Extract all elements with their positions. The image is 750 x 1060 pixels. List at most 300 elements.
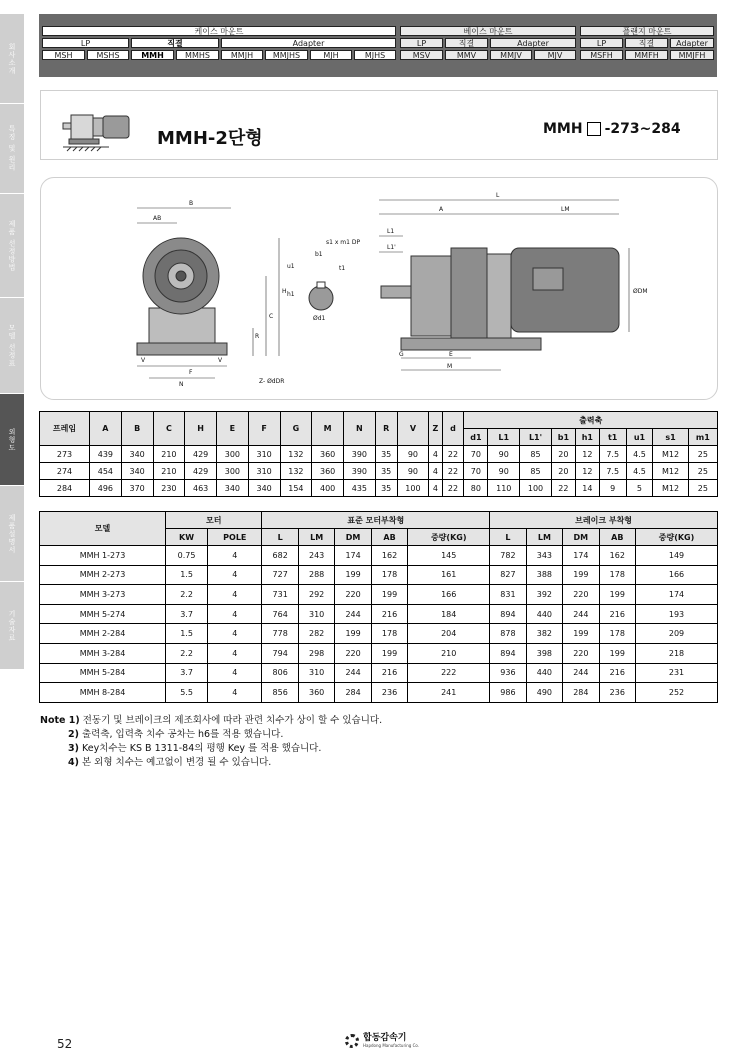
- page-title: MMH-2단형: [157, 128, 263, 149]
- table-cell: 199: [335, 565, 371, 585]
- nav-model-mshs[interactable]: MSHS: [87, 50, 129, 60]
- col-header: R: [375, 412, 397, 446]
- table-cell: 162: [371, 546, 407, 566]
- col-header: 중량(KG): [636, 529, 718, 546]
- table-cell: 35: [375, 480, 397, 497]
- table-cell: 199: [335, 624, 371, 644]
- table-cell: 490: [526, 683, 562, 703]
- col-header: POLE: [208, 529, 262, 546]
- note-number: 4): [68, 757, 79, 768]
- table-cell: 244: [563, 663, 599, 683]
- side-tab-label: 회사소개: [8, 42, 16, 75]
- table-cell: 388: [526, 565, 562, 585]
- dim-label-L1: L1: [387, 228, 395, 235]
- col-header: A: [90, 412, 122, 446]
- table-cell: 398: [526, 643, 562, 663]
- table-cell: 199: [371, 643, 407, 663]
- front-view-drawing: [137, 200, 287, 388]
- nav-flange-adapter[interactable]: Adapter: [670, 38, 714, 48]
- table-cell: 496: [90, 480, 122, 497]
- table-cell: 4: [208, 663, 262, 683]
- table-cell: 110: [488, 480, 520, 497]
- nav-lp[interactable]: LP: [42, 38, 129, 48]
- table-cell: 831: [490, 585, 526, 605]
- key-detail-drawing: [287, 239, 360, 322]
- dimension-drawing: [41, 178, 719, 401]
- table-cell: 236: [371, 683, 407, 703]
- dim-label-V-right: V: [218, 357, 223, 364]
- table-cell: 218: [636, 643, 718, 663]
- table-cell: 236: [599, 683, 635, 703]
- table-cell: 300: [217, 463, 249, 480]
- table-cell: 894: [490, 643, 526, 663]
- col-header: KW: [166, 529, 208, 546]
- col-header: G: [280, 412, 312, 446]
- table-cell: 284: [335, 683, 371, 703]
- side-view-drawing: [379, 192, 648, 370]
- nav-flange-lp[interactable]: LP: [580, 38, 623, 48]
- nav-model-mjhs[interactable]: MJHS: [354, 50, 396, 60]
- col-header: Z: [429, 412, 442, 446]
- table-cell: 174: [335, 546, 371, 566]
- table-cell: 454: [90, 463, 122, 480]
- row-label-cell: MMH 8-284: [40, 683, 166, 703]
- table-cell: 7.5: [599, 446, 626, 463]
- side-tab-company[interactable]: [0, 14, 24, 104]
- col-header: L1: [488, 429, 520, 446]
- table-cell: 178: [599, 565, 635, 585]
- table-cell: 440: [526, 663, 562, 683]
- std-motor-header: 표준 모터부착형: [262, 512, 490, 529]
- table-cell: 782: [490, 546, 526, 566]
- col-header: 프레임: [40, 412, 90, 446]
- table-cell: 4: [208, 604, 262, 624]
- col-header: AB: [371, 529, 407, 546]
- col-header: 중량(KG): [408, 529, 490, 546]
- dim-label-s1m1: s1 x m1 DP: [326, 239, 361, 246]
- note-number: 2): [68, 729, 79, 740]
- table-cell: 244: [335, 604, 371, 624]
- table-cell: 9: [599, 480, 626, 497]
- nav-model-mmjh[interactable]: MMJH: [221, 50, 263, 60]
- model-table-body: [40, 546, 718, 703]
- note-text: 출력축, 입력축 치수 공차는 h6를 적용 했습니다.: [78, 729, 284, 740]
- note-number: 3): [68, 743, 79, 754]
- table-cell: 100: [520, 480, 552, 497]
- table-cell: 827: [490, 565, 526, 585]
- dim-label-V-left: V: [141, 357, 146, 364]
- table-cell: 4: [429, 446, 442, 463]
- table-cell: 682: [262, 546, 298, 566]
- model-row: [40, 624, 718, 644]
- frame-row: [40, 446, 718, 463]
- nav-model-mjv[interactable]: MJV: [534, 50, 576, 60]
- side-tab-label: 외형도: [8, 427, 16, 452]
- table-cell: 178: [371, 624, 407, 644]
- logo-subtitle: Hapdong Manufacturing Co.: [363, 1043, 420, 1048]
- product-title-box: [40, 90, 718, 160]
- col-header: L: [262, 529, 298, 546]
- side-tab-technical[interactable]: [0, 582, 24, 670]
- col-header: b1: [551, 429, 575, 446]
- col-header: d1: [464, 429, 488, 446]
- table-cell: 35: [375, 463, 397, 480]
- table-cell: 4: [208, 683, 262, 703]
- dim-label-A: A: [439, 206, 444, 213]
- table-cell: 310: [248, 463, 280, 480]
- note-text: Key치수는 KS B 1311-84의 평행 Key 를 적용 했습니다.: [78, 743, 322, 754]
- table-cell: 340: [121, 463, 153, 480]
- col-header: m1: [688, 429, 717, 446]
- table-cell: 390: [344, 446, 376, 463]
- col-header: u1: [626, 429, 653, 446]
- table-cell: 778: [262, 624, 298, 644]
- dim-label-G: G: [399, 351, 404, 358]
- row-label-cell: MMH 2-284: [40, 624, 166, 644]
- col-header: M: [312, 412, 344, 446]
- table-cell: 429: [185, 463, 217, 480]
- side-tab-features[interactable]: [0, 104, 24, 194]
- table-cell: 4: [208, 565, 262, 585]
- table-cell: 5.5: [166, 683, 208, 703]
- dim-label-h1: h1: [287, 291, 295, 298]
- table-cell: 220: [563, 643, 599, 663]
- model-row: [40, 565, 718, 585]
- dim-label-H: H: [282, 288, 287, 295]
- table-cell: 4: [208, 643, 262, 663]
- brake-header: 브레이크 부착형: [490, 512, 718, 529]
- table-cell: 210: [153, 463, 185, 480]
- table-cell: 178: [371, 565, 407, 585]
- table-cell: 25: [688, 480, 717, 497]
- col-header: DM: [335, 529, 371, 546]
- table-cell: 244: [563, 604, 599, 624]
- dim-label-u1: u1: [287, 263, 295, 270]
- nav-model-mmjfh[interactable]: MMJFH: [670, 50, 714, 60]
- table-cell: 764: [262, 604, 298, 624]
- table-cell: 199: [563, 624, 599, 644]
- dim-label-AB: AB: [153, 215, 162, 222]
- table-cell: 878: [490, 624, 526, 644]
- table-cell: 310: [298, 604, 334, 624]
- table-cell: 4.5: [626, 463, 653, 480]
- row-label-cell: MMH 5-284: [40, 663, 166, 683]
- dim-label-L: L: [496, 192, 500, 199]
- table-cell: M12: [653, 446, 688, 463]
- logo-name: 합동감속기: [363, 1033, 407, 1043]
- dim-label-C: C: [269, 313, 274, 320]
- table-cell: 241: [408, 683, 490, 703]
- row-label-cell: MMH 5-274: [40, 604, 166, 624]
- table-cell: 986: [490, 683, 526, 703]
- table-cell: 216: [599, 604, 635, 624]
- col-header: LM: [298, 529, 334, 546]
- model-row: [40, 585, 718, 605]
- dim-label-Z: Z- ØdDR: [259, 378, 285, 385]
- dim-label-E: E: [449, 351, 453, 358]
- table-cell: M12: [653, 463, 688, 480]
- nav-model-mmh[interactable]: MMH: [131, 50, 174, 60]
- motor-header: 모터: [166, 512, 262, 529]
- row-label-cell: 273: [40, 446, 90, 463]
- row-label-cell: 274: [40, 463, 90, 480]
- table-cell: 161: [408, 565, 490, 585]
- table-cell: 145: [408, 546, 490, 566]
- dim-label-d1: Ød1: [313, 315, 326, 322]
- table-cell: 216: [371, 604, 407, 624]
- table-cell: 4: [208, 624, 262, 644]
- table-cell: 210: [153, 446, 185, 463]
- note-1: [40, 714, 382, 728]
- table-cell: 178: [599, 624, 635, 644]
- table-cell: 794: [262, 643, 298, 663]
- table-cell: 2.2: [166, 643, 208, 663]
- table-cell: 370: [121, 480, 153, 497]
- output-shaft-header: 출력축: [464, 412, 718, 429]
- nav-base-adapter[interactable]: Adapter: [490, 38, 576, 48]
- frame-table-body: [40, 446, 718, 497]
- table-cell: 210: [408, 643, 490, 663]
- table-cell: 222: [408, 663, 490, 683]
- table-cell: 216: [371, 663, 407, 683]
- table-cell: 70: [464, 463, 488, 480]
- nav-adapter[interactable]: Adapter: [221, 38, 396, 48]
- table-cell: 1.5: [166, 624, 208, 644]
- mount-type-nav: [39, 14, 717, 77]
- nav-model-mmjv[interactable]: MMJV: [490, 50, 532, 60]
- side-tab-label: 모델 선정표: [8, 323, 16, 368]
- frame-row: [40, 480, 718, 497]
- table-cell: 7.5: [599, 463, 626, 480]
- col-header: LM: [526, 529, 562, 546]
- table-cell: 12: [575, 463, 599, 480]
- table-cell: 132: [280, 446, 312, 463]
- dim-label-t1: t1: [339, 265, 346, 272]
- table-cell: 149: [636, 546, 718, 566]
- col-header: N: [344, 412, 376, 446]
- table-cell: 5: [626, 480, 653, 497]
- col-header: H: [185, 412, 217, 446]
- table-cell: 204: [408, 624, 490, 644]
- nav-case-mount[interactable]: 케이스 마운트: [42, 26, 396, 36]
- side-tab-label: 제품 선정방법: [8, 219, 16, 272]
- table-cell: 4: [208, 546, 262, 566]
- model-row: [40, 643, 718, 663]
- dim-label-N: N: [179, 381, 184, 388]
- table-cell: 85: [520, 446, 552, 463]
- table-cell: 35: [375, 446, 397, 463]
- table-cell: 288: [298, 565, 334, 585]
- table-cell: 382: [526, 624, 562, 644]
- table-cell: 22: [551, 480, 575, 497]
- nav-flange-direct[interactable]: 직결: [625, 38, 668, 48]
- dim-label-b1: b1: [315, 251, 323, 258]
- table-cell: 390: [344, 463, 376, 480]
- table-cell: 360: [312, 446, 344, 463]
- model-row: [40, 663, 718, 683]
- table-cell: 392: [526, 585, 562, 605]
- table-cell: 298: [298, 643, 334, 663]
- table-cell: 220: [335, 643, 371, 663]
- nav-base-direct[interactable]: 직결: [445, 38, 488, 48]
- model-dimension-table: [39, 511, 718, 703]
- table-cell: 90: [397, 463, 429, 480]
- table-cell: 100: [397, 480, 429, 497]
- nav-flange-mount[interactable]: 플랜지 마운트: [580, 26, 714, 36]
- table-cell: 360: [298, 683, 334, 703]
- nav-model-mmjhs[interactable]: MMJHS: [265, 50, 308, 60]
- table-cell: 85: [520, 463, 552, 480]
- nav-model-msv[interactable]: MSV: [400, 50, 443, 60]
- table-cell: 80: [464, 480, 488, 497]
- col-header: C: [153, 412, 185, 446]
- col-header: F: [248, 412, 280, 446]
- table-cell: 0.75: [166, 546, 208, 566]
- col-header: B: [121, 412, 153, 446]
- side-tab-dimensions[interactable]: [0, 394, 24, 486]
- table-cell: 310: [298, 663, 334, 683]
- table-cell: 282: [298, 624, 334, 644]
- nav-model-msh[interactable]: MSH: [42, 50, 85, 60]
- dim-label-F: F: [189, 369, 193, 376]
- nav-model-msfh[interactable]: MSFH: [580, 50, 623, 60]
- side-tab-label: 제품설명서: [8, 513, 16, 554]
- row-label-cell: MMH 3-284: [40, 643, 166, 663]
- nav-base-mount[interactable]: 베이스 마운트: [400, 26, 576, 36]
- model-col-header: 모델: [40, 512, 166, 546]
- table-cell: 70: [464, 446, 488, 463]
- dim-label-L1-prime: L1': [387, 244, 396, 251]
- table-cell: M12: [653, 480, 688, 497]
- table-cell: 292: [298, 585, 334, 605]
- model-suffix: -273~284: [604, 121, 681, 137]
- dim-label-M: M: [447, 363, 453, 370]
- table-cell: 209: [636, 624, 718, 644]
- side-tab-model-table[interactable]: [0, 298, 24, 394]
- col-header: E: [217, 412, 249, 446]
- col-header: L1': [520, 429, 552, 446]
- table-cell: 174: [563, 546, 599, 566]
- table-cell: 340: [248, 480, 280, 497]
- table-cell: 22: [442, 463, 464, 480]
- table-cell: 25: [688, 446, 717, 463]
- company-logo: [345, 1034, 419, 1048]
- nav-base-lp[interactable]: LP: [400, 38, 443, 48]
- table-cell: 231: [636, 663, 718, 683]
- table-cell: 184: [408, 604, 490, 624]
- note-text: 전동기 및 브레이크의 제조회사에 따라 관련 치수가 상이 할 수 있습니다.: [79, 715, 383, 726]
- nav-model-mjh[interactable]: MJH: [310, 50, 352, 60]
- side-tab-selection[interactable]: [0, 194, 24, 298]
- table-cell: 162: [599, 546, 635, 566]
- table-cell: 90: [488, 446, 520, 463]
- table-cell: 244: [335, 663, 371, 683]
- table-cell: 154: [280, 480, 312, 497]
- frame-row: [40, 463, 718, 480]
- row-label-cell: MMH 1-273: [40, 546, 166, 566]
- table-cell: 310: [248, 446, 280, 463]
- reducer-thumbnail-icon: [61, 105, 143, 153]
- model-row: [40, 546, 718, 566]
- col-header: d: [442, 412, 464, 446]
- table-cell: 25: [688, 463, 717, 480]
- table-cell: 806: [262, 663, 298, 683]
- table-cell: 1.5: [166, 565, 208, 585]
- table-cell: 3.7: [166, 663, 208, 683]
- nav-direct[interactable]: 직결: [131, 38, 219, 48]
- table-cell: 166: [408, 585, 490, 605]
- table-cell: 463: [185, 480, 217, 497]
- table-cell: 2.2: [166, 585, 208, 605]
- table-cell: 220: [563, 585, 599, 605]
- table-cell: 243: [298, 546, 334, 566]
- table-cell: 340: [217, 480, 249, 497]
- notes: [40, 714, 382, 770]
- table-cell: 199: [599, 585, 635, 605]
- row-label-cell: 284: [40, 480, 90, 497]
- dim-label-DM: ØDM: [633, 288, 648, 295]
- table-cell: 22: [442, 480, 464, 497]
- col-header: t1: [599, 429, 626, 446]
- table-cell: 3.7: [166, 604, 208, 624]
- table-cell: 731: [262, 585, 298, 605]
- table-cell: 936: [490, 663, 526, 683]
- col-header: DM: [563, 529, 599, 546]
- row-label-cell: MMH 3-273: [40, 585, 166, 605]
- note-3: [40, 742, 382, 756]
- model-row: [40, 604, 718, 624]
- row-label-cell: MMH 2-273: [40, 565, 166, 585]
- side-tab-label: 특징 및 원리: [8, 125, 16, 172]
- table-cell: 90: [488, 463, 520, 480]
- dim-label-LM: LM: [561, 206, 570, 213]
- gear-icon: [345, 1034, 359, 1048]
- note-text: 본 외형 치수는 예고없이 변경 될 수 있습니다.: [78, 757, 272, 768]
- dimension-drawing-box: [40, 177, 718, 400]
- table-cell: 12: [575, 446, 599, 463]
- nav-model-mmfh[interactable]: MMFH: [625, 50, 668, 60]
- model-row: [40, 683, 718, 703]
- note-number: Note 1): [40, 715, 80, 726]
- table-cell: 220: [335, 585, 371, 605]
- nav-model-mmv[interactable]: MMV: [445, 50, 488, 60]
- side-tab-manual[interactable]: [0, 486, 24, 582]
- table-cell: 4: [208, 585, 262, 605]
- table-cell: 20: [551, 446, 575, 463]
- table-cell: 22: [442, 446, 464, 463]
- frame-dimension-table: [39, 411, 718, 497]
- table-cell: 727: [262, 565, 298, 585]
- table-cell: 439: [90, 446, 122, 463]
- model-ratio-box: [587, 122, 601, 136]
- table-cell: 4: [429, 480, 442, 497]
- col-header: s1: [653, 429, 688, 446]
- table-cell: 166: [636, 565, 718, 585]
- nav-model-mmhs[interactable]: MMHS: [176, 50, 219, 60]
- table-cell: 360: [312, 463, 344, 480]
- table-cell: 230: [153, 480, 185, 497]
- table-cell: 400: [312, 480, 344, 497]
- table-cell: 199: [599, 643, 635, 663]
- table-cell: 132: [280, 463, 312, 480]
- col-header: AB: [599, 529, 635, 546]
- note-4: [40, 756, 382, 770]
- table-cell: 252: [636, 683, 718, 703]
- col-header: V: [397, 412, 429, 446]
- table-cell: 435: [344, 480, 376, 497]
- page-number: 52: [57, 1037, 73, 1051]
- table-cell: 894: [490, 604, 526, 624]
